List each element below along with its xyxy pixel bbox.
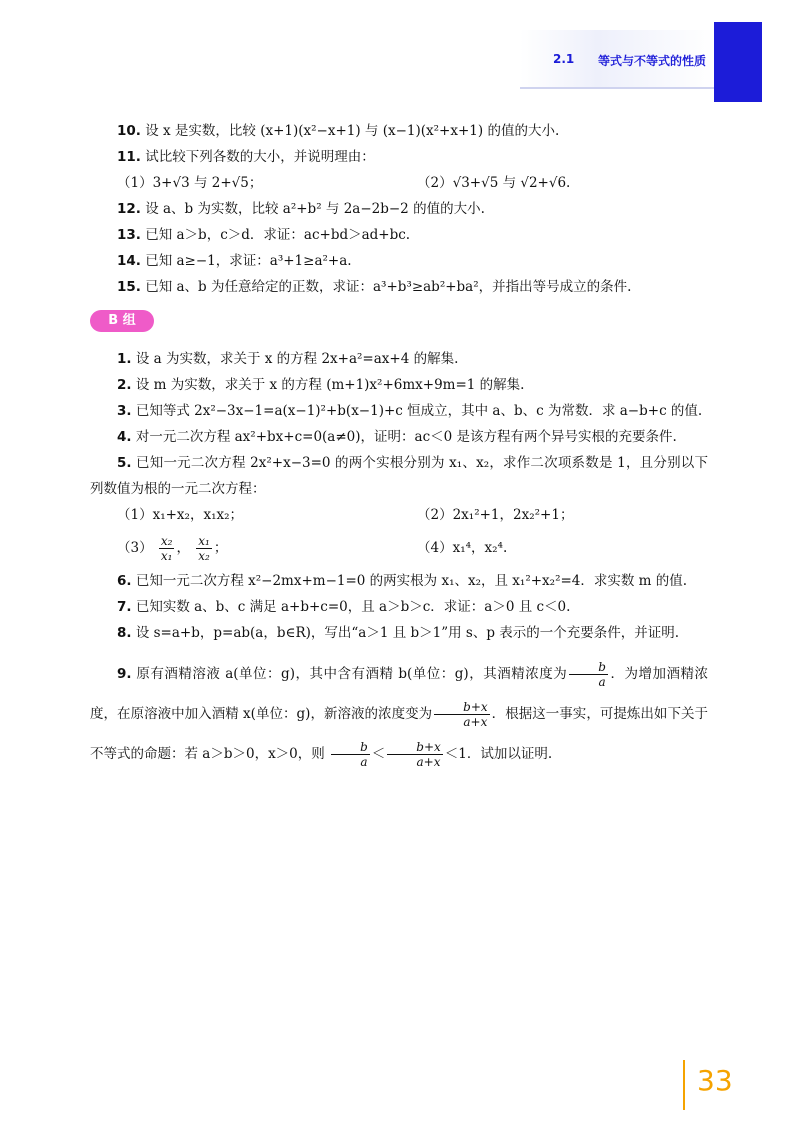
b-exercise-7: 7. 已知实数 a、b、c 满足 a+b+c=0，且 a＞b＞c．求证：a＞0 且 c＜0. [117, 599, 571, 615]
b-exercise-5-part-4: （4）x₁⁴，x₂⁴. [417, 540, 508, 556]
fraction-x1-over-x2: $\frac{\text{x₁}}{\text{x₂}}$ [198, 534, 210, 563]
fraction-b-over-a-2: $\frac{b}{a}$ [331, 740, 370, 769]
section-number: 2.1 [553, 52, 575, 66]
b-exercise-2: 2. 设 m 为实数，求关于 x 的方程 (m+1)x²+6mx+9m=1 的解集. [117, 377, 525, 393]
exercise-11-parts [90, 170, 708, 196]
exercise-content [90, 118, 708, 774]
fraction-bx-over-ax: $\frac{b+x}{a+x}$ [434, 700, 490, 729]
b-exercise-6: 6. 已知一元二次方程 x²−2mx+m−1=0 的两实根为 x₁、x₂，且 x₁²+x₂²=4．求实数 m 的值. [117, 573, 688, 589]
exercise-11-part-2: （2）√3+√5 与 √2+√6. [417, 175, 571, 191]
page-number-divider [683, 1060, 685, 1110]
b-exercise-3: 3. 已知等式 2x²−3x−1=a(x−1)²+b(x−1)+c 恒成立，其中 a、b、c 为常数．求 a−b+c 的值. [117, 403, 703, 419]
exercise-11: 11. 试比较下列各数的大小，并说明理由： [117, 149, 375, 165]
b-exercise-5-part-3: （3） $\frac{\text{x₂}}{\text{x₁}}$ ， $\frac{\text{x₁}}{\text{x₂}}$ ； [117, 534, 228, 563]
b-exercise-8: 8. 设 s=a+b，p=ab(a，b∈R)，写出“a＞1 且 b＞1”用 s、p 表示的一个充要条件，并证明. [117, 625, 680, 641]
exercise-15: 15. 已知 a、b 为任意给定的正数，求证：a³+b³≥ab²+ba²，并指出等号成立的条件. [117, 279, 632, 295]
exercise-11-part-1: （1）3+√3 与 2+√5； [117, 175, 263, 191]
b-exercise-5-part-2: （2）2x₁²+1，2x₂²+1； [417, 507, 574, 523]
b-exercise-5-part-1: （1）x₁+x₂，x₁x₂； [117, 507, 244, 523]
exercise-12: 12. 设 a、b 为实数，比较 a²+b² 与 2a−2b−2 的值的大小. [117, 201, 485, 217]
b-exercise-9: 9. 原有酒精溶液 a(单位：g)，其中含有酒精 b(单位：g)，其酒精浓度为 $\frac{b}{a}$ ．为增加酒精浓度，在原溶液中加入酒精 x(单位：g)，新溶液的浓度变为 $\frac{b+x}{a+x}$ ．根据这一事实，可提炼出如下关于不等式的命题：若 a＞b＞0，x＞0，则 $\frac{b}{a}$ ＜ $\frac{b+x}{a+x}$ ＜1．试加以证明. [90, 660, 709, 769]
fraction-bx-over-ax-2: $\frac{b+x}{a+x}$ [387, 740, 443, 769]
exercise-13: 13. 已知 a＞b，c＞d．求证：ac+bd＞ad+bc. [117, 227, 411, 243]
exercise-14: 14. 已知 a≥−1，求证：a³+1≥a²+a. [117, 253, 352, 269]
exercise-10: 10. 设 x 是实数，比较 (x+1)(x²−x+1) 与 (x−1)(x²+x+1) 的值的大小. [117, 123, 560, 139]
page-number: 33 [697, 1064, 733, 1097]
b-exercise-5-parts-row2 [90, 528, 708, 568]
header-blue-tab [714, 22, 762, 102]
b-exercise-1: 1. 设 a 为实数，求关于 x 的方程 2x+a²=ax+4 的解集. [117, 351, 459, 367]
section-title: 等式与不等式的性质 [598, 54, 707, 68]
group-b-badge: B 组 [90, 310, 154, 332]
b-exercise-5: 5. 已知一元二次方程 2x²+x−3=0 的两个实根分别为 x₁、x₂，求作二次项系数是 1，且分别以下列数值为根的一元二次方程： [90, 455, 708, 497]
fraction-x2-over-x1: $\frac{\text{x₂}}{\text{x₁}}$ [160, 534, 173, 563]
fraction-b-over-a: $\frac{b}{a}$ [569, 660, 608, 689]
b-exercise-5-parts-row1 [90, 502, 708, 528]
b-exercise-4: 4. 对一元二次方程 ax²+bx+c=0(a≠0)，证明：ac＜0 是该方程有两个异号实根的充要条件. [117, 429, 677, 445]
